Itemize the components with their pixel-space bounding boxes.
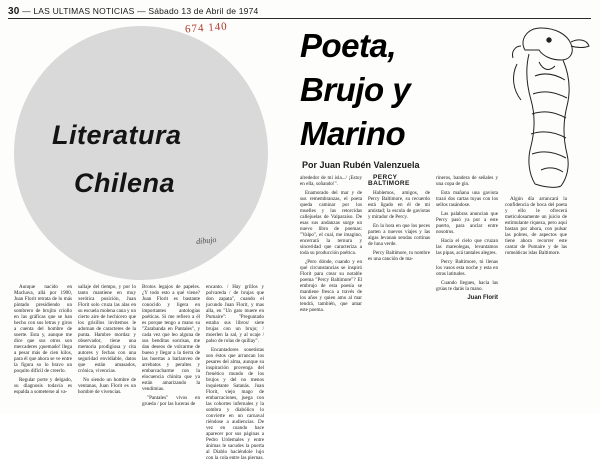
paragraph: rineros, bandera de señales y una copa de gin.	[436, 175, 498, 187]
body-column-8	[505, 196, 567, 259]
page-number: 30	[8, 6, 20, 17]
paragraph: Percy Baltimore, tú llenas los vasos esta noche y esta en otras latitudes.	[436, 259, 498, 277]
section-title-line2: Chilena	[74, 168, 176, 198]
masthead	[8, 6, 318, 17]
masthead-separator-2: —	[137, 6, 149, 16]
paragraph: Percy Baltimore, tu nombre es una canción de ma-	[368, 250, 430, 262]
poem-subheading: PERCY BALTIMORE	[368, 174, 410, 187]
header-rule	[8, 18, 591, 19]
paragraph: Esta mañana una gaviota trazó dos cartas tuyas con los sellos rasándose.	[436, 190, 498, 208]
paragraph: Regular porte y delgado, su diagnosis todavía es espalda a someterse al va-	[14, 377, 72, 395]
section-circle-graphic	[14, 26, 268, 280]
paragraph: alrededor de mi isla.../ ¡Estoy en ella, soñando!".	[300, 175, 362, 187]
paragraph: Enamorado del mar y de sus remembranzas, el poeta queda caminar por los muelles y las retorcidas callejuelas de Valparaíso. De esas sus andanzas surge un nuevo libro de poemas: "Valpo", el cual, me imagino, encerrará la ternura y sinceridad que caracteriza a toda su producción poética.	[300, 190, 362, 256]
paragraph: En la hora en que los peces parten a nuevos viajes y las algas levanan sendas cortinas de luna verde.	[368, 223, 430, 247]
paragraph: Brotos legajos de papeles. ¿Y todo esto a qué viene? Juan Florit es bastante conocido y ligera en importantes antologías poéticas. Si me refiero a él es porque tengo a mano su "Zarabanda en Pantales", y cada vez que leo alguna de sus benditas sonrisas, me dan deseos de volcarme de bueso y llegar a la tierra de las huertas a barlanveo de arrebatos y peraltes y embarcacharme con la elocuencia chinita que ya están amarizando la vendimias.	[142, 284, 200, 392]
paragraph: No siendo un hombre de ventanas, Juan Florit es un hombre de vivencias.	[78, 377, 136, 395]
body-column-4	[206, 284, 264, 464]
body-column-2	[78, 284, 136, 398]
bird-figure-illustration	[505, 20, 591, 190]
paragraph: Encantadores sonetistas son éstos que arrancan los pesares del alma, aunque su inspiración provenga del frenético mundo de los brujos y del no menos inquietante Satanás. Juan Florit, viejo mago de embarcaciones, juega con las cohortes infernales y la sombra y diabólico lo convierte en un carnaval riéndose a audiencias. De vez en cuando hace aparecer por sus páginas a Pedro Urdemales y entre ánimas le sacudes la puerta al Diablo haciéndole lujo con la cola entre las piernas.	[206, 347, 264, 461]
paragraph: "Pantales" vivos en grueda / por las luceras de	[142, 395, 200, 407]
masthead-separator: —	[22, 6, 34, 16]
body-column-3	[142, 284, 200, 410]
dateline: Sábado 13 de Abril de 1974	[148, 6, 259, 16]
body-column-7	[436, 175, 498, 304]
paragraph: Hablemos, amigos, de Percy Baltimore, su recuerdo está ligado en él de mi amistad; la escola de gaviotas y mirador de Percy.	[368, 190, 430, 220]
headline-line-3: Marino	[300, 115, 406, 152]
paragraph: Las palabras anuncian que Percy pasó ya por a este puerto, para anclar entre nosotros.	[436, 211, 498, 235]
paragraph: Aunque nacido en Machava, allá por 1900, Juan Florit retrata de lo más pintado presidiendo un sombrero de brujito criollo en las gráficas que se han hecho con sus letras y giros a cuenta del hombre de suerte. Esta y, aunque me dice que sus otros son mercaderes ¡quemado! llega a pesar más de cien kilos, para él que ahora se ve entre la figura so lo bravo un poquito difícil de creerlo.	[14, 284, 72, 374]
headline-line-2: Brujo y	[300, 71, 411, 108]
body-column-1	[14, 284, 72, 398]
body-column-5	[300, 175, 362, 316]
paragraph: encanto. / Hay grillos y polvareda / de brujas que don zapata", cuando el jucundo Juan Florit, y mas alla, en "Un gato muere en Pumaire": "Preguntado estaba sus libros/ siete brujas con un brujo; / moerlen la sal, y al ocaje / palso de rolas de quillay".	[206, 284, 264, 344]
article-byline: Por Juan Rubén Valenzuela	[302, 160, 420, 170]
poem-signature: Juan Florit	[467, 295, 498, 301]
article-headline	[300, 24, 515, 156]
headline-line-1: Poeta,	[300, 27, 397, 64]
paragraph: Hacía el cielo que cruzan las mareolegas, levantamos las pipas, acá tantales alegres.	[436, 238, 498, 256]
publication-name: LAS ULTIMAS NOTICIAS	[33, 6, 135, 16]
archive-reference-mark: 674 140	[184, 20, 229, 36]
paragraph: Cuando llegues, hacia las grúas te darás la mano.	[436, 280, 498, 292]
paragraph: Algún día arrancará la confidencia de boca del poeta y ello le ofrecerá meticulosamente un juicio de estimulante riqueza, pero aquí bastan por ahora, con pulsar las pobres, de aspectos que tiene ahora recorrer este cantar de Pumaire y de las romeáticas islas Baltimore.	[505, 196, 567, 256]
illustration-signature: dibujo	[195, 234, 217, 247]
body-column-6	[368, 175, 430, 265]
paragraph: ¿Pero dónde, cuando y en qué circunstancias se inspiró Florit para crear su notable poema "Percy Baltimore"? El embrujo de esta poesía se mantiene fresca a través de los años y quien amo al mar tendrá, también, que amar este poema.	[300, 259, 362, 313]
paragraph: sallaje del tiempo, y por lo tanto mantiene en muy xerótica posición, Juan Florit solo cruza las alas en su escuela molena cana y un cierto aire de hechicero que los grisillos invitemos le adornan de caracteres de la punta. Hambre mordaz y observador, tiene una memoria prodigiosa y cita autores y fechas con una seguridad envidiable, datos que están amasados, crónica, vivencias.	[78, 284, 136, 374]
section-title-line1: Literatura	[52, 120, 182, 150]
